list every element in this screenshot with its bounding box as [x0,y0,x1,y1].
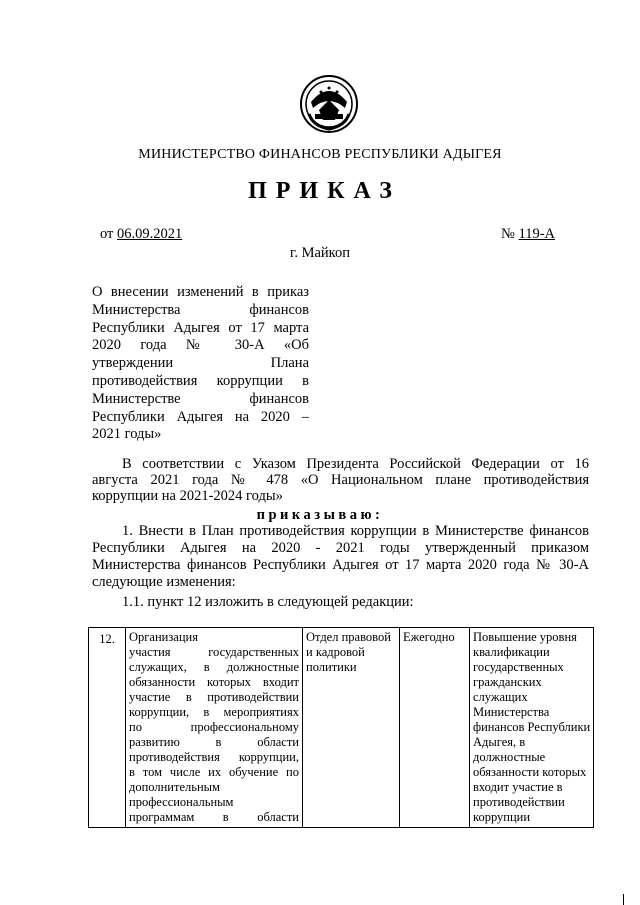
preamble-line: августа 2021 года № 478 «О Национальном плане противодействия [92,472,589,488]
activity-line: в том числе их обучение по [129,765,299,779]
document-type-title: ПРИКАЗ [248,178,401,204]
item-1-line: следующие изменения: [92,574,236,590]
responsible-cell [303,628,400,828]
table-row [89,628,594,828]
number-prefix: № [501,226,519,242]
date-prefix: от [100,226,118,242]
subject-line: Республики Адыгея от 17 марта [92,319,309,336]
row-number-cell: 12. [89,628,126,828]
activity-cell [126,628,303,828]
activity-line: обязанности которых входит [129,675,299,689]
activity-line: программам в области [129,810,299,824]
activity-line: Организация [129,630,198,644]
result-cell [470,628,594,828]
activity-line: развитию в области [129,735,299,749]
responsible-line: политики [306,660,357,674]
preamble [92,456,589,504]
order-number: 119-А [518,226,555,242]
result-line: Министерства [473,705,550,719]
coat-of-arms-emblem [299,74,359,134]
result-line: коррупции [473,810,531,824]
activity-line: коррупции, в мероприятиях [129,705,299,719]
ministry-name: МИНИСТЕРСТВО ФИНАНСОВ РЕСПУБЛИКИ АДЫГЕЯ [138,147,502,162]
item-1-line: Министерства финансов Республики Адыгея от 17 марта 2020 года № 30-А [92,557,589,573]
activity-line: по профессиональному [129,720,299,734]
preamble-line: коррупции на 2021-2024 годы» [92,488,283,504]
item-1-1: 1.1. пункт 12 изложить в следующей редакции: [122,594,414,610]
result-line: Повышение уровня [473,630,577,644]
result-line: финансов Республики [473,720,591,734]
preamble-line: В соответствии с Указом Президента Российской Федерации от 16 [122,456,589,472]
activity-line: служащих, в должностные [129,660,299,674]
subject-line: Республики Адыгея на 2020 – [92,408,309,425]
activity-line: профессиональным [129,795,234,809]
item-1-line: Республики Адыгея на 2020 - 2021 годы утвержденный приказом [92,540,589,556]
order-date-line [100,226,182,243]
activity-line: дополнительным [129,780,220,794]
activity-line: участия государственных [129,645,299,659]
subject-line: утверждении Плана [92,355,309,372]
subject-line: 2021 годы» [92,426,162,443]
order-number-line [501,226,555,243]
result-line: входит участие в [473,780,563,794]
subject-line: О внесении изменений в приказ [92,284,309,300]
result-line: квалификации [473,645,550,659]
plan-table [88,627,594,828]
responsible-line: Отдел правовой [306,630,391,644]
responsible-line: и кадровой [306,645,365,659]
result-line: обязанности которых [473,765,587,779]
activity-line: противодействия коррупции, [129,750,299,764]
subject-line: Министерстве финансов [92,390,309,407]
result-line: гражданских [473,675,542,689]
item-1 [92,523,589,591]
subject-line: противодействия коррупции в [92,372,309,389]
item-1-line: 1. Внести в План противодействия коррупции в Министерстве финансов [122,523,589,539]
subject-line: 2020 года № 30-А «Об [92,337,309,354]
deadline-cell: Ежегодно [400,628,470,828]
result-line: государственных [473,660,564,674]
subject-line: Министерства финансов [92,301,309,318]
result-line: служащих [473,690,528,704]
page-edge-mark [623,894,640,905]
orders-word: приказываю: [256,507,384,523]
activity-line: участие в противодействии [129,690,299,704]
result-line: Адыгея, в [473,735,526,749]
result-line: противодействии [473,795,565,809]
city: г. Майкоп [290,245,350,261]
order-date: 06.09.2021 [117,226,183,242]
order-subject [92,284,309,444]
result-line: должностные [473,750,546,764]
